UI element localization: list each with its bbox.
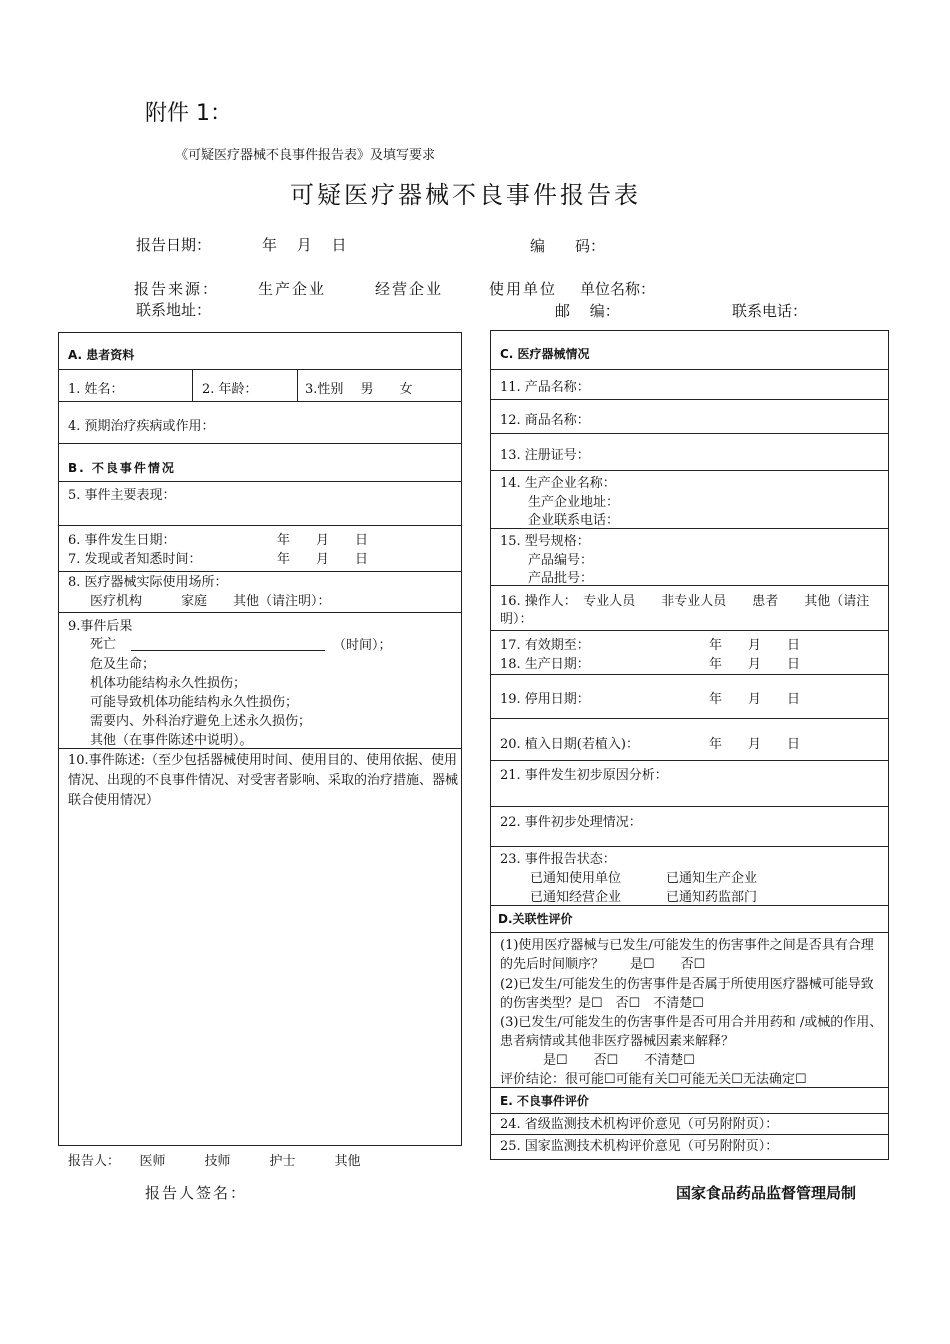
signature-label: 报告人签名： bbox=[145, 1184, 248, 1202]
manufacturer-address-field[interactable]: 生产企业地址： bbox=[528, 495, 620, 510]
result-death-time: （时间）； bbox=[333, 638, 392, 653]
trade-name-field[interactable]: 12. 商品名称： bbox=[500, 413, 590, 428]
section-d-heading: D.关联性评价 bbox=[498, 912, 573, 926]
registration-number-field[interactable]: 13. 注册证号： bbox=[500, 448, 590, 463]
issuer-label: 国家食品药品监督管理局制 bbox=[676, 1184, 857, 1202]
relevance-question-1[interactable]: (1)使用医疗器械与已发生/可能发生的伤害事件之间是否具有合理的先后时间顺序？ 是☐ 否☐ bbox=[500, 938, 874, 972]
product-name-field[interactable]: 11. 产品名称： bbox=[500, 380, 590, 395]
know-date-field[interactable]: 7. 发现或者知悉时间： bbox=[68, 552, 202, 567]
code-label: 编 码： bbox=[530, 237, 606, 255]
stop-date-units: 年 月 日 bbox=[709, 692, 801, 707]
expiry-date-units: 年 月 日 bbox=[709, 638, 801, 653]
report-date-units: 年 月 日 bbox=[262, 236, 347, 254]
production-date-units: 年 月 日 bbox=[709, 657, 801, 672]
model-spec-field[interactable]: 15. 型号规格： bbox=[500, 534, 590, 549]
unit-name-label: 单位名称： bbox=[580, 280, 656, 298]
operator-field[interactable]: 16. 操作人： 专业人员 非专业人员 患者 其他（请注明）： bbox=[500, 594, 870, 627]
status-notified-manufacturer[interactable]: 已通知生产企业 bbox=[666, 871, 758, 886]
relevance-question-2[interactable]: (2)已发生/可能发生的伤害事件是否属于所使用医疗器械可能导致的伤害类型？是☐ 否☐ 不清楚☐ bbox=[500, 977, 874, 1011]
reporter-options[interactable]: 报告人： 医师 技师 护士 其他 bbox=[68, 1154, 361, 1169]
source-option-manufacturer[interactable]: 生产企业 bbox=[258, 280, 327, 298]
report-status-label: 23. 事件报告状态： bbox=[500, 852, 616, 867]
national-evaluation-field[interactable]: 25. 国家监测技术机构评价意见（可另附附页）： bbox=[500, 1139, 779, 1154]
product-number-field[interactable]: 产品编号： bbox=[528, 553, 594, 568]
manufacturer-name-field[interactable]: 14. 生产企业名称： bbox=[500, 476, 616, 491]
result-death[interactable]: 死亡 bbox=[90, 637, 117, 652]
expiry-date-field[interactable]: 17. 有效期至： bbox=[500, 638, 590, 653]
phone-label: 联系电话： bbox=[732, 302, 808, 320]
statement-field[interactable]: 10.事件陈述:（至少包括器械使用时间、使用目的、使用依据、使用情况、出现的不良事件情况、对受害者影响、采取的治疗措施、器械联合使用情况） bbox=[68, 753, 459, 808]
event-date-units: 年 月 日 bbox=[277, 533, 369, 548]
event-date-field[interactable]: 6. 事件发生日期： bbox=[68, 533, 176, 548]
implant-date-field[interactable]: 20. 植入日期(若植入)： bbox=[500, 737, 639, 752]
section-b-heading: B. 不良事件情况 bbox=[68, 461, 176, 475]
result-heading: 9.事件后果 bbox=[68, 619, 133, 634]
attachment-label: 附件 1： bbox=[145, 101, 232, 126]
report-date-label: 报告日期： bbox=[136, 236, 212, 254]
status-notified-user[interactable]: 已通知使用单位 bbox=[530, 871, 622, 886]
result-other[interactable]: 其他（在事件陈述中说明）。 bbox=[90, 733, 253, 748]
source-option-distributor[interactable]: 经营企业 bbox=[375, 280, 444, 298]
manufacturer-phone-field[interactable]: 企业联系电话： bbox=[528, 513, 620, 528]
gender-field[interactable]: 3.性别 男 女 bbox=[305, 382, 413, 397]
initial-handling-field[interactable]: 22. 事件初步处理情况： bbox=[500, 815, 642, 830]
disease-field[interactable]: 4. 预期治疗疾病或作用： bbox=[68, 419, 215, 434]
result-permanent-damage[interactable]: 机体功能结构永久性损伤； bbox=[90, 676, 247, 691]
place-options[interactable]: 医疗机构 家庭 其他（请注明）： bbox=[90, 594, 331, 609]
result-possible-permanent-damage[interactable]: 可能导致机体功能结构永久性损伤； bbox=[90, 695, 299, 710]
age-field[interactable]: 2. 年龄： bbox=[202, 382, 258, 397]
form-subtitle: 《可疑医疗器械不良事件报告表》及填写要求 bbox=[175, 148, 436, 163]
status-notified-regulator[interactable]: 已通知药监部门 bbox=[666, 890, 758, 905]
cause-analysis-field[interactable]: 21. 事件发生初步原因分析： bbox=[500, 768, 668, 783]
postcode-label: 邮 编： bbox=[555, 302, 620, 320]
section-c-heading: C. 医疗器械情况 bbox=[500, 347, 590, 361]
source-option-user[interactable]: 使用单位 bbox=[489, 280, 558, 298]
status-notified-distributor[interactable]: 已通知经营企业 bbox=[530, 890, 622, 905]
name-field[interactable]: 1. 姓名： bbox=[68, 382, 124, 397]
production-date-field[interactable]: 18. 生产日期： bbox=[500, 657, 590, 672]
symptom-field[interactable]: 5. 事件主要表现： bbox=[68, 488, 176, 503]
relevance-question-3-options[interactable]: 是☐ 否☐ 不清楚☐ bbox=[543, 1053, 695, 1068]
know-date-units: 年 月 日 bbox=[277, 552, 369, 567]
section-a-heading: A. 患者资料 bbox=[68, 348, 135, 362]
section-e-heading: E. 不良事件评价 bbox=[500, 1094, 589, 1108]
result-treatment-needed[interactable]: 需要内、外科治疗避免上述永久损伤； bbox=[90, 714, 312, 729]
relevance-question-3[interactable]: (3)已发生/可能发生的伤害事件是否可用合并用药和 /或械的作用、患者病情或其他非医疗器械因素来解释？ bbox=[500, 1015, 883, 1049]
form-title: 可疑医疗器械不良事件报告表 bbox=[290, 181, 641, 209]
product-batch-field[interactable]: 产品批号： bbox=[528, 571, 594, 586]
implant-date-units: 年 月 日 bbox=[709, 737, 801, 752]
provincial-evaluation-field[interactable]: 24. 省级监测技术机构评价意见（可另附附页）： bbox=[500, 1117, 779, 1132]
place-field: 8. 医疗器械实际使用场所： bbox=[68, 575, 228, 590]
stop-date-field[interactable]: 19. 停用日期： bbox=[500, 692, 590, 707]
source-label: 报告来源： bbox=[134, 280, 220, 298]
address-label: 联系地址： bbox=[136, 301, 212, 319]
result-life-threat[interactable]: 危及生命； bbox=[90, 657, 156, 672]
relevance-conclusion[interactable]: 评价结论：很可能☐可能有关☐可能无关☐无法确定☐ bbox=[500, 1072, 807, 1087]
